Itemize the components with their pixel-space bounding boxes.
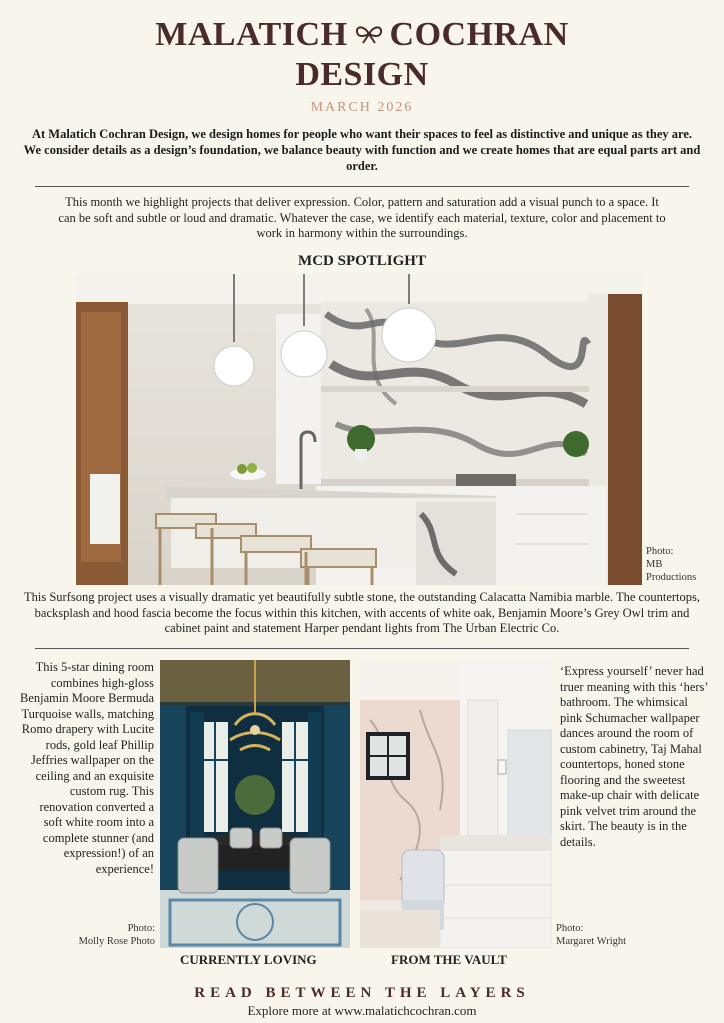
dining-photo-credit-name: Molly Rose Photo	[78, 936, 155, 947]
bathroom-photo	[360, 660, 552, 948]
bathroom-photo-credit	[556, 922, 646, 948]
intro-paragraph: At Malatich Cochran Design, we design homes for people who want their spaces to feel as distinctive and unique as they are. We consider details as a design’s foundation, we balance beauty with function and we create homes that are equal parts art and order.	[23, 127, 701, 173]
spotlight-heading: MCD SPOTLIGHT	[298, 253, 426, 269]
kitchen-photo-credit	[646, 545, 716, 584]
dining-photo-credit	[95, 922, 155, 935]
bow-icon	[354, 16, 384, 54]
currently-loving-heading: CURRENTLY LOVING	[180, 952, 317, 967]
brand-word-left: MALATICH	[155, 16, 348, 53]
credit-line: Photo:	[556, 923, 584, 934]
currently-loving-text: This 5-star dining room combines high-gloss Benjamin Moore Bermuda Turquoise walls, matching Romo drapery with Lucite rods, gold leaf Phillip Jeffries wallpaper on the ceiling and an exquisite custom rug. This renovation converted a soft white room into a complete stunner (and expression!) of an experience!	[20, 660, 154, 876]
credit-line: Photo:	[127, 923, 155, 934]
divider	[35, 648, 689, 649]
brand-name	[0, 16, 724, 54]
from-the-vault-text: ‘Express yourself’ never had truer meaning with this ‘hers’ bathroom. The whimsical pink Schumacher wallpaper dances around the room of custom cabinetry, Taj Mahal countertops, honed stone flooring and the sweetest make-up chair with delicate pink velvet trim around the skirt. The beauty is in the details.	[560, 664, 708, 849]
from-the-vault-heading: FROM THE VAULT	[391, 952, 507, 967]
spotlight-description: This Surfsong project uses a visually dramatic yet beautifully subtle stone, the outstanding Calacatta Namibia marble. The countertops, backsplash and hood fascia become the focus within this kitchen, with accents of white oak, Benjamin Moore’s Grey Owl trim and cabinet paint and statement Harper pendant lights from The Urban Electric Co.	[24, 590, 700, 635]
divider	[35, 186, 689, 187]
credit-line: Productions	[646, 572, 697, 583]
issue-date: MARCH 2026	[310, 100, 414, 115]
brand-word-right: COCHRAN	[389, 16, 569, 53]
month-intro: This month we highlight projects that deliver expression. Color, pattern and saturation add a visual punch to a space. It can be soft and subtle or loud and dramatic. Whatever the case, we identify each material, texture, color and placement to work in harmony within the surroundings.	[58, 195, 666, 240]
brand-subtitle: DESIGN	[295, 56, 429, 93]
credit-line: MB	[646, 559, 663, 570]
dining-room-photo	[160, 660, 350, 948]
footer-explore-link[interactable]: Explore more at www.malatichcochran.com	[247, 1003, 477, 1018]
kitchen-photo	[76, 274, 642, 585]
footer-tagline: READ BETWEEN THE LAYERS	[194, 985, 530, 1001]
credit-line: Margaret Wright	[556, 936, 627, 947]
credit-line: Photo:	[646, 546, 674, 557]
